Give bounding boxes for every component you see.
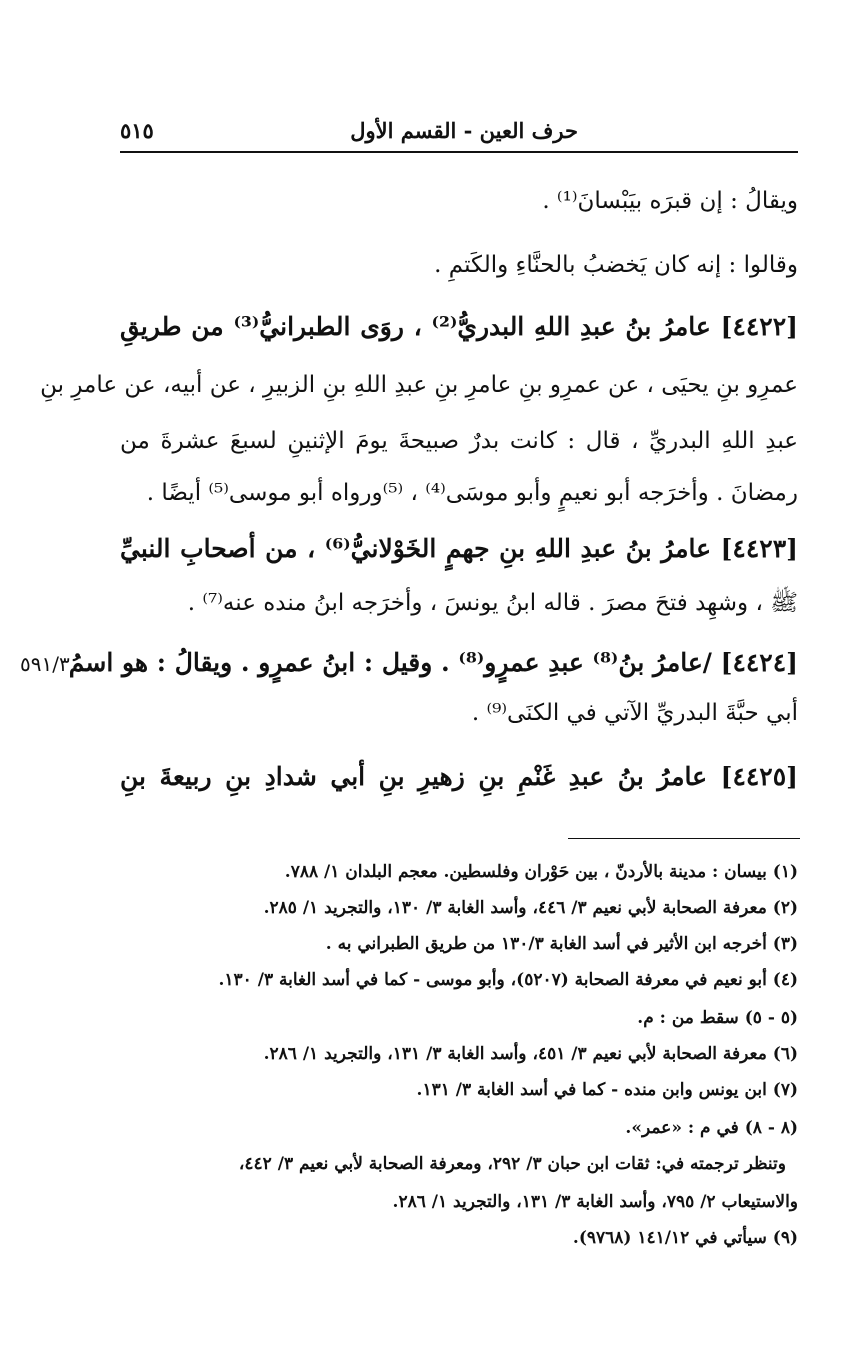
header-rule [120,151,798,153]
margin-reference: ٥٩١/٣ [20,652,70,676]
footnote-1: (١) بيسان : مدينة بالأردنّ ، بين حَوْران وفلسطين. معجم البلدان ١/ ٧٨٨. [284,862,798,882]
running-title: حرف العين - القسم الأول [350,118,578,143]
page-header [120,112,798,152]
footnote-2: (٢) معرفة الصحابة لأبي نعيم ٣/ ٤٤٦، وأسد الغابة ٣/ ١٣٠، والتجريد ١/ ٢٨٥. [263,898,798,918]
body-line-2: وقالوا : إنه كان يَخضبُ بالحنَّاءِ والكَتمِ . [434,252,798,278]
body-line-5: عبدِ اللهِ البدريِّ ، قال : كانت بدرٌ صبيحةَ يومَ الإثنينِ لسبعَ عشرةَ من [120,428,798,454]
footnote-6: (٦) معرفة الصحابة لأبي نعيم ٣/ ٤٥١، وأسد الغابة ٣/ ١٣١، والتجريد ١/ ٢٨٦. [263,1044,798,1064]
footnote-9: (٩) سيأتي في ١٤١/١٢ (٩٧٦٨). [572,1228,798,1248]
footnote-7: (٧) ابن يونس وابن منده - كما في أسد الغابة ٣/ ١٣١. [416,1080,798,1100]
footnote-8-continuation-2: والاستيعاب ٢/ ٧٩٥، وأسد الغابة ٣/ ١٣١، والتجريد ١/ ٢٨٦. [392,1192,798,1212]
page-number: ٥١٥ [120,118,154,143]
body-line-6: رمضانَ . وأخرَجه أبو نعيمٍ وأبو موسَى⁽⁴⁾ ، ⁽⁵⁾ورواه أبو موسى⁽⁵⁾ أيضًا . [146,480,798,506]
body-line-8: ﷺ ، وشهِد فتحَ مصرَ . قاله ابنُ يونسَ ، وأخرَجه ابنُ منده عنه⁽⁷⁾ . [187,590,798,616]
entry-heading-4423: [٤٤٢٣] عامرُ بنُ عبدِ اللهِ بنِ جهمٍ الخَوْلانيُّ⁽⁶⁾ ، من أصحابِ النبيِّ [120,534,798,563]
footnote-5: (٥ - ٥) سقط من : م. [637,1008,798,1028]
entry-heading-4422: [٤٤٢٢] عامرُ بنُ عبدِ اللهِ البدريُّ⁽²⁾ ، روَى الطبرانيُّ⁽³⁾ من طريقِ [120,312,799,341]
footnote-rule [568,838,800,839]
body-line-1: ويقالُ : إن قبرَه بيَبْسانَ⁽¹⁾ . [542,188,798,214]
body-line-10: أبي حبَّةَ البدريِّ الآتي في الكنَى⁽⁹⁾ . [471,700,798,726]
entry-heading-4424: [٤٤٢٤] /عامرُ بنُ⁽⁸⁾ عبدِ عمرٍو⁽⁸⁾ . وقيل : ابنُ عمرٍو . ويقالُ : هو اسمُ [68,648,798,677]
footnote-8-continuation-1: وتنظر ترجمته في: ثقات ابن حبان ٣/ ٢٩٢، ومعرفة الصحابة لأبي نعيم ٣/ ٤٤٢، [238,1154,786,1174]
body-line-4: عمرِو بنِ يحيَى ، عن عمرِو بنِ عامرِ بنِ عبدِ اللهِ بنِ الزبيرِ ، عن أبيه، عن عامرِ بنِ [40,372,798,398]
footnote-3: (٣) أخرجه ابن الأثير في أسد الغابة ١٣٠/٣ من طريق الطبراني به . [325,934,798,954]
entry-heading-4425: [٤٤٢٥] عامرُ بنُ عبدِ غَنْمِ بنِ زهيرِ بنِ أبي شدادِ بنِ ربيعةَ بنِ [120,762,798,791]
footnote-8: (٨ - ٨) في م : «عمر». [625,1118,798,1138]
footnote-4: (٤) أبو نعيم في معرفة الصحابة (٥٢٠٧)، وأبو موسى - كما في أسد الغابة ٣/ ١٣٠. [218,970,798,990]
